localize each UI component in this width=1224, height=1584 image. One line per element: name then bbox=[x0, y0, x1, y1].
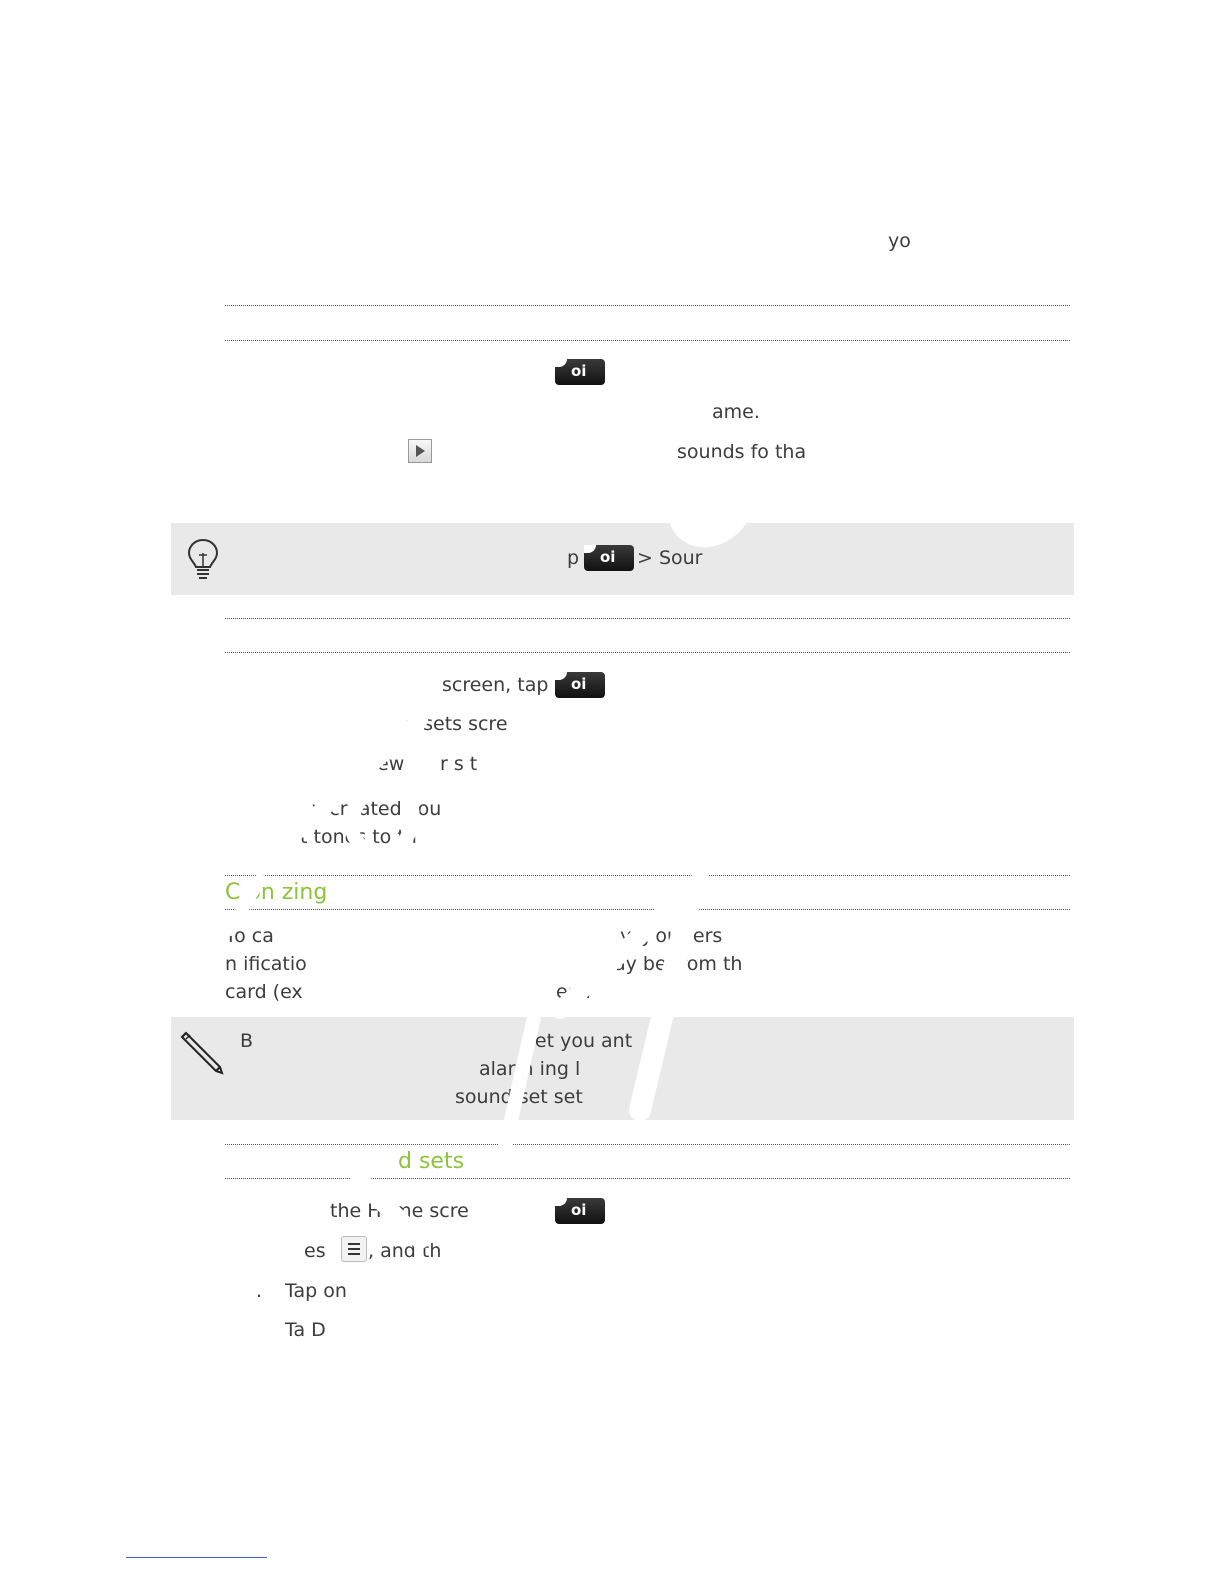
divider bbox=[225, 652, 1070, 653]
note-line-2: alarm ing l bbox=[479, 1058, 581, 1080]
divider bbox=[225, 875, 1070, 876]
paragraph-line-3a: card (ex bbox=[225, 981, 303, 1003]
footer-link-rule[interactable] bbox=[126, 1557, 267, 1558]
sound-widget-icon: oi bbox=[584, 545, 634, 571]
fragment-press: es bbox=[304, 1240, 326, 1262]
fragment-tones: t tones to th bbox=[300, 826, 417, 848]
tip-fragment-b: > Sour bbox=[637, 547, 703, 569]
section-heading-sound-sets: d sets bbox=[398, 1149, 465, 1174]
divider bbox=[225, 909, 1070, 910]
divider bbox=[225, 305, 1070, 306]
fragment-created: y created sou bbox=[312, 798, 442, 820]
paragraph-line-1a: Yo ca bbox=[225, 925, 274, 947]
fragment-new: new bbox=[365, 753, 405, 775]
play-button-icon[interactable] bbox=[408, 439, 432, 463]
menu-icon bbox=[341, 1236, 367, 1262]
note-line-3: sound set set bbox=[455, 1086, 583, 1108]
pencil-icon bbox=[180, 1029, 226, 1075]
fragment-sets-screen: d sets scre bbox=[405, 713, 508, 735]
note-line-1a: B bbox=[240, 1030, 254, 1052]
sound-widget-icon: oi bbox=[555, 1198, 605, 1224]
tip-fragment-a: p bbox=[567, 547, 580, 569]
divider bbox=[225, 1144, 1070, 1145]
paragraph-line-2a: n ificatio bbox=[225, 953, 307, 975]
fragment-tap-one: Tap on bbox=[285, 1280, 347, 1302]
fragment-and-then: , and th bbox=[368, 1240, 442, 1262]
paragraph-line-3b: es). bbox=[556, 981, 592, 1003]
paragraph-line-2b: ay be from th bbox=[614, 953, 743, 975]
fragment-tap-delete: Ta D bbox=[285, 1319, 326, 1341]
sound-widget-icon: oi bbox=[555, 359, 605, 385]
paragraph-line-1b: y g our ers bbox=[620, 925, 723, 947]
divider bbox=[225, 618, 1070, 619]
fragment-screen-tap: screen, tap bbox=[442, 674, 549, 696]
divider bbox=[225, 1178, 1070, 1179]
fragment-name: ame. bbox=[712, 401, 760, 423]
step-number: . bbox=[256, 1280, 263, 1302]
divider bbox=[225, 340, 1070, 341]
fragment-yo: yo bbox=[888, 230, 911, 252]
section-heading-customizing: C on zing bbox=[225, 880, 328, 905]
sound-widget-icon: oi bbox=[555, 672, 605, 698]
fragment-home-screen: the Home scre bbox=[330, 1200, 469, 1222]
fragment-sounds: sounds fo tha bbox=[677, 441, 807, 463]
fragment-rs: r s t bbox=[440, 753, 478, 775]
note-line-1b: set you ant bbox=[525, 1030, 633, 1052]
lightbulb-icon bbox=[185, 537, 221, 581]
